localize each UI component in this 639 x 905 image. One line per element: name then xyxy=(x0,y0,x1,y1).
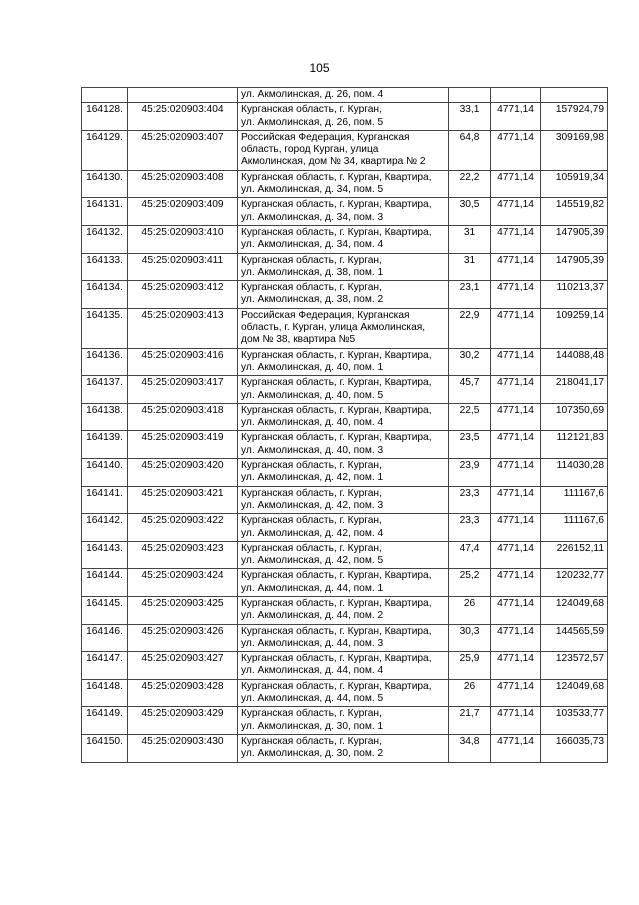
cadastral-number: 45:25:020903:413 xyxy=(128,308,238,348)
address-line: Курганская область, г. Курган, Квартира, xyxy=(241,404,432,416)
unit-price: 4771,14 xyxy=(491,170,541,198)
cadastral-cost: 114030,28 xyxy=(541,459,608,487)
unit-price: 4771,14 xyxy=(491,130,541,170)
cadastral-number: 45:25:020903:427 xyxy=(128,652,238,680)
cadastral-number: 45:25:020903:410 xyxy=(128,225,238,253)
area-value: 31 xyxy=(449,225,491,253)
row-number: 164140. xyxy=(82,459,128,487)
address-cell xyxy=(238,431,449,459)
table-row xyxy=(82,88,608,103)
address-line: ул. Акмолинская, д. 40, пом. 1 xyxy=(241,361,384,373)
address-line: Курганская область, г. Курган, Квартира, xyxy=(241,349,432,361)
unit-price: 4771,14 xyxy=(491,707,541,735)
area-value: 30,5 xyxy=(449,198,491,226)
cadastral-cost: 145519,82 xyxy=(541,198,608,226)
area-value: 30,3 xyxy=(449,624,491,652)
row-number: 164146. xyxy=(82,624,128,652)
address-line: Курганская область, г. Курган, Квартира, xyxy=(241,653,432,665)
table-row xyxy=(82,679,608,707)
cadastral-number: 45:25:020903:407 xyxy=(128,130,238,170)
area-value: 22,9 xyxy=(449,308,491,348)
area-value: 23,9 xyxy=(449,459,491,487)
address-line: Курганская область, г. Курган, xyxy=(241,708,382,720)
cadastral-cost: 147905,39 xyxy=(541,225,608,253)
table-row xyxy=(82,514,608,542)
table-row xyxy=(82,376,608,404)
table-row xyxy=(82,569,608,597)
address-cell xyxy=(238,596,449,624)
address-line: Курганская область, г. Курган, Квартира, xyxy=(241,199,432,211)
address-line: дом № 38, квартира №5 xyxy=(241,334,356,346)
address-line: ул. Акмолинская, д. 40, пом. 4 xyxy=(241,417,384,429)
address-line: ул. Акмолинская, д. 38, пом. 1 xyxy=(241,266,384,278)
row-number: 164129. xyxy=(82,130,128,170)
address-line: ул. Акмолинская, д. 30, пом. 2 xyxy=(241,748,384,760)
cadastral-number: 45:25:020903:428 xyxy=(128,679,238,707)
row-number: 164131. xyxy=(82,198,128,226)
address-line: Акмолинская, дом № 34, квартира № 2 xyxy=(241,156,426,168)
table-row xyxy=(82,253,608,281)
row-number: 164128. xyxy=(82,103,128,131)
cadastral-number: 45:25:020903:430 xyxy=(128,734,238,762)
cadastral-cost: 105919,34 xyxy=(541,170,608,198)
address-line: Курганская область, г. Курган, Квартира, xyxy=(241,570,432,582)
unit-price: 4771,14 xyxy=(491,596,541,624)
unit-price: 4771,14 xyxy=(491,514,541,542)
address-line: ул. Акмолинская, д. 34, пом. 3 xyxy=(241,211,384,223)
area-value: 22,2 xyxy=(449,170,491,198)
unit-price: 4771,14 xyxy=(491,403,541,431)
address-cell xyxy=(238,541,449,569)
area-value: 30,2 xyxy=(449,348,491,376)
address-line: ул. Акмолинская, д. 26, пом. 5 xyxy=(241,116,384,128)
table-row xyxy=(82,431,608,459)
row-number: 164144. xyxy=(82,569,128,597)
cadastral-number: 45:25:020903:429 xyxy=(128,707,238,735)
area-value: 23,5 xyxy=(449,431,491,459)
unit-price: 4771,14 xyxy=(491,348,541,376)
cadastral-number xyxy=(128,88,238,103)
unit-price: 4771,14 xyxy=(491,734,541,762)
address-line: ул. Акмолинская, д. 26, пом. 4 xyxy=(241,89,384,100)
address-cell xyxy=(238,569,449,597)
cadastral-cost: 124049,68 xyxy=(541,679,608,707)
address-cell xyxy=(238,103,449,131)
address-line: ул. Акмолинская, д. 38, пом. 2 xyxy=(241,294,384,306)
cadastral-cost: 226152,11 xyxy=(541,541,608,569)
cadastral-number: 45:25:020903:409 xyxy=(128,198,238,226)
cadastral-cost: 109259,14 xyxy=(541,308,608,348)
address-line: ул. Акмолинская, д. 30, пом. 1 xyxy=(241,720,384,732)
cadastral-cost: 144088,48 xyxy=(541,348,608,376)
address-line: ул. Акмолинская, д. 44, пом. 2 xyxy=(241,610,384,622)
row-number: 164143. xyxy=(82,541,128,569)
row-number: 164133. xyxy=(82,253,128,281)
unit-price: 4771,14 xyxy=(491,308,541,348)
cadastral-cost: 124049,68 xyxy=(541,596,608,624)
address-line: Курганская область, г. Курган, xyxy=(241,104,382,116)
unit-price: 4771,14 xyxy=(491,652,541,680)
unit-price: 4771,14 xyxy=(491,253,541,281)
address-cell xyxy=(238,403,449,431)
row-number: 164142. xyxy=(82,514,128,542)
table-row xyxy=(82,707,608,735)
address-cell xyxy=(238,281,449,309)
cadastral-cost xyxy=(541,88,608,103)
address-line: ул. Акмолинская, д. 40, пом. 3 xyxy=(241,444,384,456)
address-cell xyxy=(238,376,449,404)
row-number: 164137. xyxy=(82,376,128,404)
area-value: 33,1 xyxy=(449,103,491,131)
address-line: Курганская область, г. Курган, Квартира, xyxy=(241,171,432,183)
address-cell xyxy=(238,679,449,707)
table-row xyxy=(82,486,608,514)
address-line: Курганская область, г. Курган, Квартира, xyxy=(241,680,432,692)
area-value: 31 xyxy=(449,253,491,281)
address-cell xyxy=(238,734,449,762)
address-line: Курганская область, г. Курган, Квартира, xyxy=(241,597,432,609)
address-line: ул. Акмолинская, д. 42, пом. 1 xyxy=(241,472,384,484)
area-value: 64,8 xyxy=(449,130,491,170)
table-row xyxy=(82,403,608,431)
table-body xyxy=(82,88,608,763)
address-line: Курганская область, г. Курган, xyxy=(241,515,382,527)
row-number: 164141. xyxy=(82,486,128,514)
row-number: 164130. xyxy=(82,170,128,198)
unit-price: 4771,14 xyxy=(491,225,541,253)
address-line: Курганская область, г. Курган, Квартира, xyxy=(241,625,432,637)
address-cell xyxy=(238,486,449,514)
address-line: Курганская область, г. Курган, Квартира, xyxy=(241,377,432,389)
address-cell xyxy=(238,348,449,376)
address-line: ул. Акмолинская, д. 42, пом. 4 xyxy=(241,527,384,539)
unit-price: 4771,14 xyxy=(491,198,541,226)
table-row xyxy=(82,170,608,198)
page-number: 105 xyxy=(309,61,330,75)
area-value: 25,9 xyxy=(449,652,491,680)
area-value: 45,7 xyxy=(449,376,491,404)
address-cell xyxy=(238,88,449,103)
address-cell xyxy=(238,707,449,735)
cadastral-cost: 144565,59 xyxy=(541,624,608,652)
address-line: Курганская область, г. Курган, Квартира, xyxy=(241,226,432,238)
cadastral-number: 45:25:020903:421 xyxy=(128,486,238,514)
address-line: ул. Акмолинская, д. 34, пом. 5 xyxy=(241,184,384,196)
table-row xyxy=(82,652,608,680)
address-line: Курганская область, г. Курган, xyxy=(241,542,382,554)
table-row xyxy=(82,308,608,348)
address-cell xyxy=(238,514,449,542)
cadastral-number: 45:25:020903:424 xyxy=(128,569,238,597)
cadastral-cost: 112121,83 xyxy=(541,431,608,459)
cadastral-cost: 111167,6 xyxy=(541,514,608,542)
area-value xyxy=(449,88,491,103)
address-line: ул. Акмолинская, д. 44, пом. 3 xyxy=(241,637,384,649)
cadastral-cost: 166035,73 xyxy=(541,734,608,762)
unit-price: 4771,14 xyxy=(491,541,541,569)
table-row xyxy=(82,348,608,376)
cadastral-cost: 107350,69 xyxy=(541,403,608,431)
address-line: ул. Акмолинская, д. 40, пом. 5 xyxy=(241,389,384,401)
table-row xyxy=(82,198,608,226)
row-number: 164147. xyxy=(82,652,128,680)
registry-table xyxy=(81,87,608,763)
cadastral-cost: 120232,77 xyxy=(541,569,608,597)
table-row xyxy=(82,624,608,652)
address-line: Курганская область, г. Курган, Квартира, xyxy=(241,432,432,444)
cadastral-cost: 309169,98 xyxy=(541,130,608,170)
address-cell xyxy=(238,130,449,170)
cadastral-number: 45:25:020903:422 xyxy=(128,514,238,542)
row-number: 164145. xyxy=(82,596,128,624)
unit-price: 4771,14 xyxy=(491,679,541,707)
unit-price: 4771,14 xyxy=(491,569,541,597)
cadastral-number: 45:25:020903:404 xyxy=(128,103,238,131)
area-value: 23,3 xyxy=(449,486,491,514)
address-line: ул. Акмолинская, д. 34, пом. 4 xyxy=(241,239,384,251)
address-cell xyxy=(238,253,449,281)
address-line: ул. Акмолинская, д. 42, пом. 5 xyxy=(241,555,384,567)
area-value: 22,5 xyxy=(449,403,491,431)
address-line: Курганская область, г. Курган, xyxy=(241,254,382,266)
cadastral-number: 45:25:020903:425 xyxy=(128,596,238,624)
cadastral-number: 45:25:020903:423 xyxy=(128,541,238,569)
table-row xyxy=(82,103,608,131)
row-number: 164134. xyxy=(82,281,128,309)
unit-price: 4771,14 xyxy=(491,281,541,309)
address-line: Курганская область, г. Курган, xyxy=(241,460,382,472)
cadastral-number: 45:25:020903:426 xyxy=(128,624,238,652)
address-cell xyxy=(238,170,449,198)
cadastral-cost: 110213,37 xyxy=(541,281,608,309)
cadastral-number: 45:25:020903:419 xyxy=(128,431,238,459)
row-number xyxy=(82,88,128,103)
address-cell xyxy=(238,652,449,680)
cadastral-number: 45:25:020903:412 xyxy=(128,281,238,309)
table-row xyxy=(82,459,608,487)
address-line: ул. Акмолинская, д. 42, пом. 3 xyxy=(241,499,384,511)
area-value: 23,3 xyxy=(449,514,491,542)
cadastral-cost: 111167,6 xyxy=(541,486,608,514)
address-line: Российская Федерация, Курганская xyxy=(241,309,410,321)
row-number: 164138. xyxy=(82,403,128,431)
row-number: 164135. xyxy=(82,308,128,348)
table-row xyxy=(82,541,608,569)
address-line: ул. Акмолинская, д. 44, пом. 1 xyxy=(241,582,384,594)
row-number: 164139. xyxy=(82,431,128,459)
address-line: ул. Акмолинская, д. 44, пом. 5 xyxy=(241,693,384,705)
row-number: 164148. xyxy=(82,679,128,707)
area-value: 25,2 xyxy=(449,569,491,597)
unit-price: 4771,14 xyxy=(491,103,541,131)
cadastral-cost: 123572,57 xyxy=(541,652,608,680)
unit-price: 4771,14 xyxy=(491,459,541,487)
area-value: 34,8 xyxy=(449,734,491,762)
area-value: 21,7 xyxy=(449,707,491,735)
cadastral-number: 45:25:020903:418 xyxy=(128,403,238,431)
area-value: 26 xyxy=(449,596,491,624)
address-line: Российская Федерация, Курганская xyxy=(241,131,410,143)
row-number: 164132. xyxy=(82,225,128,253)
cadastral-number: 45:25:020903:420 xyxy=(128,459,238,487)
row-number: 164149. xyxy=(82,707,128,735)
address-line: Курганская область, г. Курган, xyxy=(241,735,382,747)
address-cell xyxy=(238,459,449,487)
unit-price: 4771,14 xyxy=(491,376,541,404)
address-line: ул. Акмолинская, д. 44, пом. 4 xyxy=(241,665,384,677)
address-line: Курганская область, г. Курган, xyxy=(241,282,382,294)
unit-price: 4771,14 xyxy=(491,486,541,514)
area-value: 26 xyxy=(449,679,491,707)
table-row xyxy=(82,596,608,624)
address-cell xyxy=(238,624,449,652)
cadastral-number: 45:25:020903:416 xyxy=(128,348,238,376)
unit-price: 4771,14 xyxy=(491,431,541,459)
cadastral-cost: 157924,79 xyxy=(541,103,608,131)
address-cell xyxy=(238,198,449,226)
row-number: 164136. xyxy=(82,348,128,376)
address-line: Курганская область, г. Курган, xyxy=(241,487,382,499)
cadastral-cost: 103533,77 xyxy=(541,707,608,735)
unit-price: 4771,14 xyxy=(491,624,541,652)
address-line: область, г. Курган, улица Акмолинская, xyxy=(241,322,426,334)
table-row xyxy=(82,734,608,762)
cadastral-cost: 147905,39 xyxy=(541,253,608,281)
address-line: область, город Курган, улица xyxy=(241,144,379,156)
area-value: 23,1 xyxy=(449,281,491,309)
table-row xyxy=(82,281,608,309)
cadastral-number: 45:25:020903:417 xyxy=(128,376,238,404)
cadastral-cost: 218041,17 xyxy=(541,376,608,404)
cadastral-number: 45:25:020903:411 xyxy=(128,253,238,281)
address-cell xyxy=(238,225,449,253)
table-row xyxy=(82,130,608,170)
area-value: 47,4 xyxy=(449,541,491,569)
table-row xyxy=(82,225,608,253)
address-cell xyxy=(238,308,449,348)
row-number: 164150. xyxy=(82,734,128,762)
cadastral-number: 45:25:020903:408 xyxy=(128,170,238,198)
unit-price xyxy=(491,88,541,103)
